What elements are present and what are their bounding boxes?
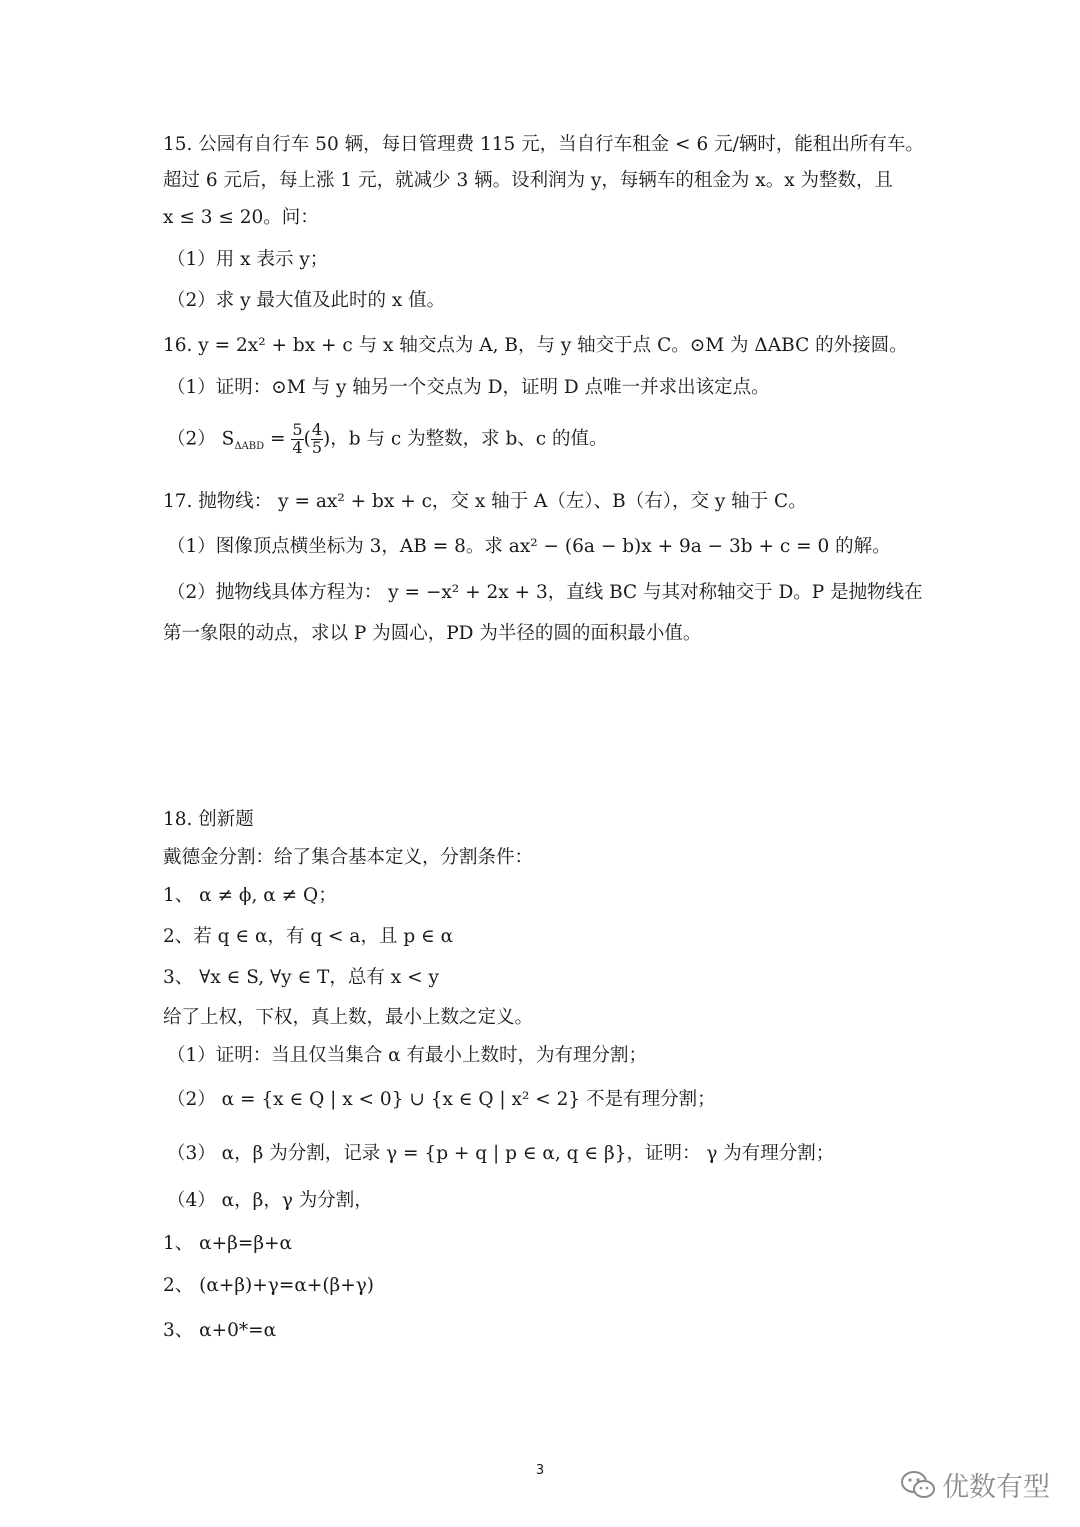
- q18-equation-1: 1、 α+β=β+α: [163, 1233, 293, 1254]
- q16-fraction-1: [291, 422, 303, 457]
- q18-part-1: （1）证明：当且仅当集合 α 有最小上数时，为有理分割；: [167, 1045, 648, 1066]
- q16-part-2-prefix: （2） S: [167, 428, 235, 450]
- q17-line-1: 17. 抛物线： y = ax² + bx + c，交 x 轴于 A（左）、B（右），交 y 轴于 C。: [163, 491, 807, 512]
- q15-line-1: 15. 公园有自行车 50 辆，每日管理费 115 元，当自行车租金 < 6 元/辆时，能租出所有车。: [163, 134, 924, 155]
- q16-area-subscript: ΔABD: [234, 440, 265, 452]
- q18-part-4: （4） α，β，γ 为分割，: [167, 1190, 373, 1211]
- q15-line-3: x ≤ 3 ≤ 20。问：: [163, 207, 319, 228]
- q16-equals: =: [264, 428, 292, 450]
- q16-fraction-2: [311, 422, 323, 457]
- q16-part-2: [167, 422, 608, 457]
- q15-line-2: 超过 6 元后，每上涨 1 元，就减少 3 辆。设利润为 y，每辆车的租金为 x。x 为整数，且: [163, 170, 894, 191]
- q18-part-3: （3） α，β 为分割，记录 γ = {p + q | p ∈ α, q ∈ β}，证明： γ 为有理分割；: [167, 1143, 835, 1164]
- q15-part-2: （2）求 y 最大值及此时的 x 值。: [167, 290, 446, 311]
- q18-equation-3: 3、 α+0*=α: [163, 1320, 277, 1341]
- q16-fraction-1-denominator: 4: [292, 437, 303, 457]
- q18-title: 18. 创新题: [163, 809, 254, 830]
- q15-part-1: （1）用 x 表示 y；: [167, 249, 329, 270]
- q16-paren-open: (: [303, 428, 311, 450]
- q18-condition-1: 1、 α ≠ ϕ, α ≠ Q；: [163, 885, 337, 906]
- page-number: 3: [535, 1463, 545, 1478]
- watermark: [900, 1465, 1050, 1504]
- q16-part-1: （1）证明：⊙M 与 y 轴另一个交点为 D，证明 D 点唯一并求出该定点。: [167, 377, 770, 398]
- q18-intro: 戴德金分割：给了集合基本定义，分割条件：: [163, 847, 534, 868]
- q18-definition: 给了上权，下权，真上数，最小上数之定义。: [163, 1007, 534, 1028]
- q18-equation-2: 2、 (α+β)+γ=α+(β+γ): [163, 1275, 375, 1296]
- wechat-icon: [900, 1470, 936, 1500]
- q16-fraction-1-numerator: 5: [292, 420, 303, 439]
- q18-part-2: （2） α = {x ∈ Q | x < 0} ∪ {x ∈ Q | x² < 2} 不是有理分割；: [167, 1089, 716, 1110]
- q18-condition-3: 3、 ∀x ∈ S, ∀y ∈ T，总有 x < y: [163, 967, 439, 988]
- q16-fraction-2-denominator: 5: [311, 437, 322, 457]
- q18-condition-2: 2、若 q ∈ α，有 q < a，且 p ∈ α: [163, 926, 454, 947]
- q17-part-2: （2）抛物线具体方程为： y = −x² + 2x + 3，直线 BC 与其对称轴交于 D。P 是抛物线在: [167, 582, 923, 603]
- q16-fraction-2-numerator: 4: [311, 420, 322, 439]
- q16-part-2-suffix: )，b 与 c 为整数，求 b、c 的值。: [323, 428, 608, 450]
- q17-part-2-continued: 第一象限的动点，求以 P 为圆心，PD 为半径的圆的面积最小值。: [163, 623, 702, 644]
- watermark-text: 优数有型: [942, 1472, 1050, 1503]
- q17-part-1: （1）图像顶点横坐标为 3，AB = 8。求 ax² − (6a − b)x + 9a − 3b + c = 0 的解。: [167, 536, 891, 557]
- q16-line-1: 16. y = 2x² + bx + c 与 x 轴交点为 A, B，与 y 轴交于点 C。⊙M 为 ΔABC 的外接圆。: [163, 335, 908, 356]
